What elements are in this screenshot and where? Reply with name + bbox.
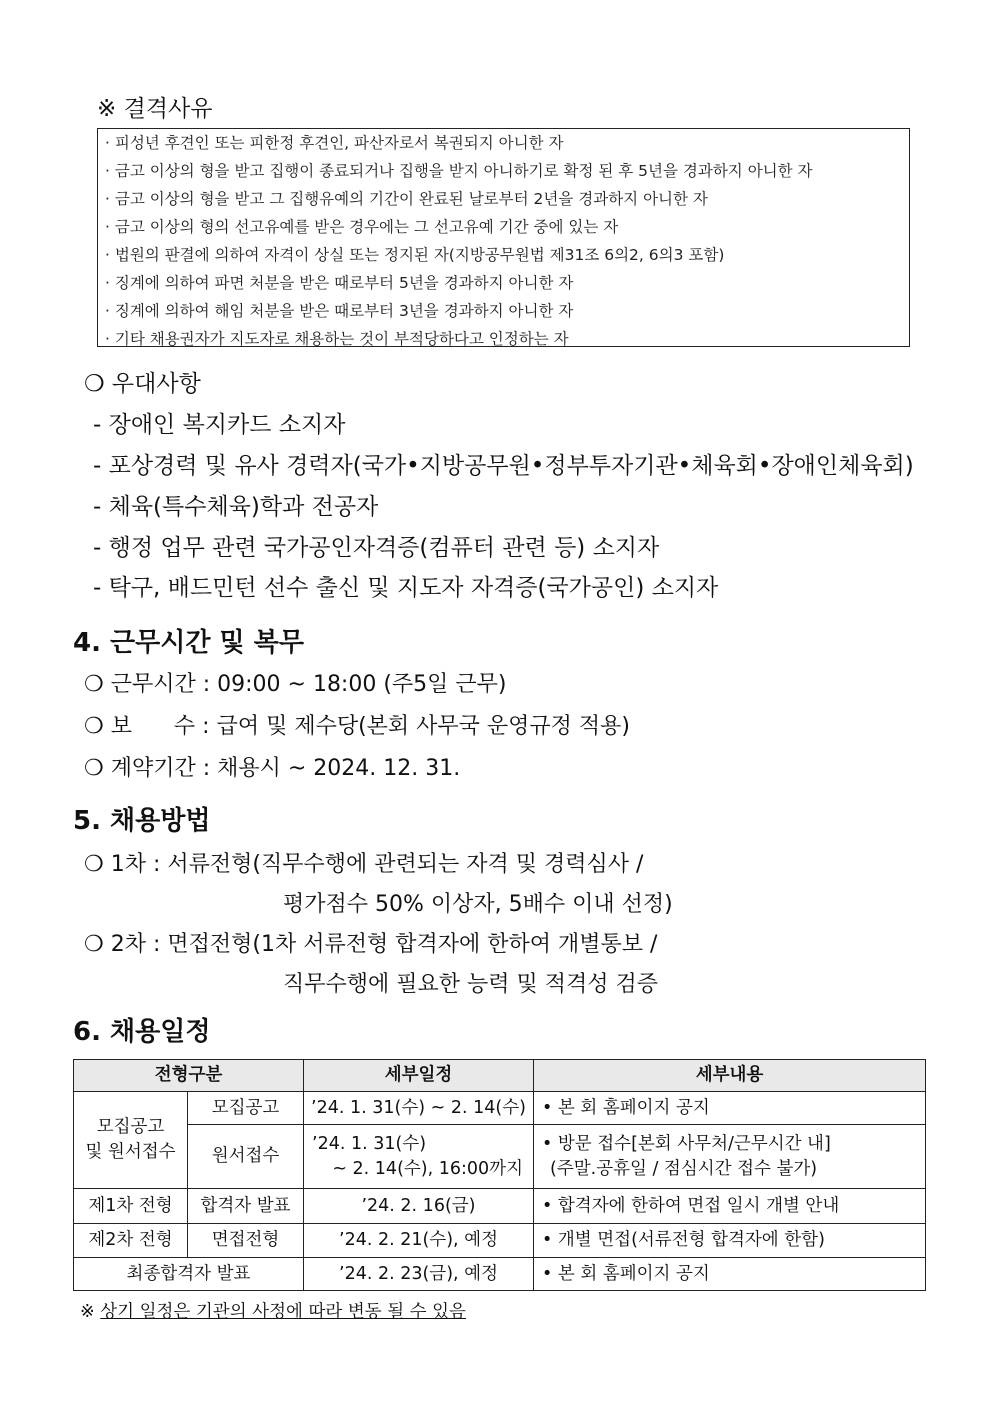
disqualification-item: · 징계에 의하여 해임 처분을 받은 때로부터 3년을 경과하지 아니한 자 — [105, 302, 574, 320]
header-schedule: 세부일정 — [304, 1060, 534, 1092]
sub-stage: 모집공고 — [188, 1092, 304, 1125]
table-row — [74, 1258, 926, 1291]
schedule-cell — [304, 1125, 534, 1189]
disqualification-item: · 법원의 판결에 의하여 자격이 상실 또는 정지된 자(지방공무원법 제31조 6의2, 6의3 포함) — [105, 246, 725, 264]
step1-line2: 평가점수 50% 이상자, 5배수 이내 선정) — [283, 892, 673, 917]
detail-line: (주말.공휴일 / 점심시간 접수 불가) — [550, 1158, 818, 1179]
table-row — [74, 1189, 926, 1224]
schedule-table — [73, 1059, 926, 1291]
table-row — [74, 1092, 926, 1125]
contract-period: ❍ 계약기간 : 채용시 ~ 2024. 12. 31. — [84, 756, 461, 781]
detail-cell — [534, 1125, 926, 1189]
schedule-cell: ’24. 1. 31(수) ~ 2. 14(수) — [304, 1092, 534, 1125]
detail-cell: • 개별 면접(서류전형 합격자에 한함) — [534, 1224, 926, 1258]
step2-line2: 직무수행에 필요한 능력 및 적격성 검증 — [283, 972, 658, 997]
step1-line1: ❍ 1차 : 서류전형(직무수행에 관련되는 자격 및 경력심사 / — [84, 852, 644, 877]
disqualification-item: · 금고 이상의 형의 선고유예를 받은 경우에는 그 선고유예 기간 중에 있는 자 — [105, 218, 619, 236]
table-row — [74, 1224, 926, 1258]
disqualification-title: ※ 결격사유 — [97, 96, 213, 122]
section-5-title: 5. 채용방법 — [73, 806, 211, 836]
disqualification-item: · 금고 이상의 형을 받고 집행이 종료되거나 집행을 받지 아니하기로 확정 된 후 5년을 경과하지 아니한 자 — [105, 162, 813, 180]
preference-item: - 행정 업무 관련 국가공인자격증(컴퓨터 관련 등) 소지자 — [93, 535, 660, 561]
compensation: ❍ 보 수 : 급여 및 제수당(본회 사무국 운영규정 적용) — [84, 714, 630, 739]
schedule-line: ~ 2. 14(수), 16:00까지 — [332, 1158, 523, 1179]
disqualification-item: · 기타 채용권자가 지도자로 채용하는 것이 부적당하다고 인정하는 자 — [105, 330, 569, 348]
step2-line1: ❍ 2차 : 면접전형(1차 서류전형 합격자에 한하여 개별통보 / — [84, 932, 658, 957]
group-stage1: 제1차 전형 — [74, 1189, 188, 1224]
work-hours: ❍ 근무시간 : 09:00 ~ 18:00 (주5일 근무) — [84, 672, 507, 697]
sub-stage: 원서접수 — [188, 1125, 304, 1189]
detail-cell: • 합격자에 한하여 면접 일시 개별 안내 — [534, 1189, 926, 1224]
table-header-row — [74, 1060, 926, 1092]
group-final: 최종합격자 발표 — [74, 1258, 304, 1291]
disqualification-box — [97, 128, 910, 347]
preference-item: - 체육(특수체육)학과 전공자 — [93, 494, 379, 520]
section-6-title: 6. 채용일정 — [73, 1017, 211, 1047]
disqualification-item: · 피성년 후견인 또는 피한정 후견인, 파산자로서 복권되지 아니한 자 — [105, 134, 564, 152]
detail-cell: • 본 회 홈페이지 공지 — [534, 1258, 926, 1291]
schedule-footnote — [80, 1298, 466, 1323]
preferences-title: ❍ 우대사항 — [84, 371, 201, 397]
disqualification-item: · 금고 이상의 형을 받고 그 집행유예의 기간이 완료된 날로부터 2년을 경과하지 아니한 자 — [105, 190, 708, 208]
group-recruit: 모집공고 및 원서접수 — [74, 1092, 188, 1189]
sub-stage: 면접전형 — [188, 1224, 304, 1258]
disqualification-item: · 징계에 의하여 파면 처분을 받은 때로부터 5년을 경과하지 아니한 자 — [105, 274, 574, 292]
schedule-cell: ’24. 2. 21(수), 예정 — [304, 1224, 534, 1258]
detail-line: • 방문 접수[본회 사무처/근무시간 내] — [542, 1133, 831, 1154]
footnote-mark: ※ — [80, 1302, 95, 1322]
group-stage2: 제2차 전형 — [74, 1224, 188, 1258]
preference-item: - 포상경력 및 유사 경력자(국가•지방공무원•정부투자기관•체육회•장애인체육회) — [93, 453, 914, 479]
schedule-cell: ’24. 2. 23(금), 예정 — [304, 1258, 534, 1291]
sub-stage: 합격자 발표 — [188, 1189, 304, 1224]
table-row — [74, 1125, 926, 1189]
schedule-cell: ’24. 2. 16(금) — [304, 1189, 534, 1224]
header-detail: 세부내용 — [534, 1060, 926, 1092]
preference-item: - 탁구, 배드민턴 선수 출신 및 지도자 자격증(국가공인) 소지자 — [93, 575, 719, 601]
preference-item: - 장애인 복지카드 소지자 — [93, 412, 346, 438]
footnote-text: 상기 일정은 기관의 사정에 따라 변동 될 수 있음 — [100, 1302, 466, 1322]
schedule-line: ’24. 1. 31(수) — [312, 1133, 427, 1154]
section-4-title: 4. 근무시간 및 복무 — [73, 628, 304, 658]
detail-cell: • 본 회 홈페이지 공지 — [534, 1092, 926, 1125]
header-stage: 전형구분 — [74, 1060, 304, 1092]
